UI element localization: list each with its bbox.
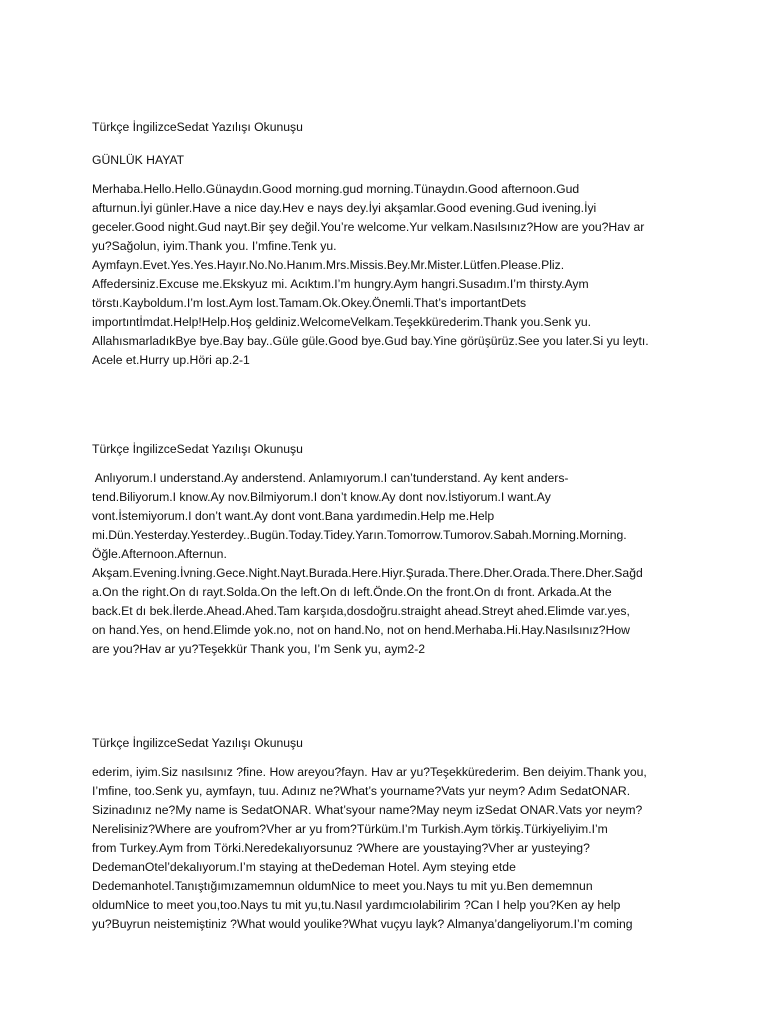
text-line: törstı.Kayboldum.I’m lost.Aym lost.Tamam.Ok.Okey.Önemli.That’s importantDets <box>92 296 527 310</box>
text-line: on hand.Yes, on hend.Elimde yok.no, not on hand.No, not on hend.Merhaba.Hi.Hay.Nasılsınız?How <box>92 623 630 637</box>
section-1 <box>92 119 680 370</box>
text-line: afturnun.İyi günler.Have a nice day.Hev e nays dey.İyi akşamlar.Good evening.Gud ivening.İyi <box>92 201 597 215</box>
text-line: importıntİmdat.Help!Help.Hoş geldiniz.WelcomeVelkam.Teşekkürederim.Thank you.Senk yu. <box>92 315 592 329</box>
text-line: Akşam.Evening.İvning.Gece.Night.Nayt.Burada.Here.Hiyr.Şurada.There.Dher.Orada.There.Dher.Sağd <box>92 566 643 580</box>
text-line: yu?Sağolun, iyim.Thank you. I’mfine.Tenk yu. <box>92 239 337 253</box>
section-subheading: GÜNLÜK HAYAT <box>92 153 185 167</box>
section-body <box>92 469 680 659</box>
text-line: I’mfine, too.Senk yu, aymfayn, tuu. Adınız ne?What’s yourname?Vats yur neym? Adım SedatONAR. <box>92 784 631 798</box>
text-line: Öğle.Afternoon.Afternun. <box>92 547 227 561</box>
text-line: DedemanOtel’dekalıyorum.I’m staying at theDedeman Hotel. Aym steying etde <box>92 860 516 874</box>
text-line: Aymfayn.Evet.Yes.Yes.Hayır.No.No.Hanım.Mrs.Missis.Bey.Mr.Mister.Lütfen.Please.Pliz. <box>92 258 565 272</box>
text-line: Sizinadınız ne?My name is SedatONAR. What’syour name?May neym izSedat ONAR.Vats yor neym? <box>92 803 643 817</box>
text-line: vont.İstemiyorum.I don’t want.Ay dont vont.Bana yardımedin.Help me.Help <box>92 509 495 523</box>
text-line: Nerelisiniz?Where are youfrom?Vher ar yu from?Türküm.I’m Turkish.Aym törkiş.Türkiyeliyim.I’m <box>92 822 608 836</box>
text-line: Merhaba.Hello.Hello.Günaydın.Good morning.gud morning.Tünaydın.Good afternoon.Gud <box>92 182 580 196</box>
text-line: are you?Hav ar yu?Teşekkür Thank you, I’m Senk yu, aym2-2 <box>92 642 426 656</box>
section-3 <box>92 735 680 934</box>
text-line: oldumNice to meet you,too.Nays tu mit yu,tu.Nasıl yardımcıolabilirim ?Can I help you?Ken ay help <box>92 898 621 912</box>
text-line: tend.Biliyorum.I know.Ay nov.Bilmiyorum.I don’t know.Ay dont nov.İstiyorum.I want.Ay <box>92 490 551 504</box>
section-header: Türkçe İngilizceSedat Yazılışı Okunuşu <box>92 736 303 750</box>
text-line: Acele et.Hurry up.Höri ap.2-1 <box>92 353 250 367</box>
text-line: Affedersiniz.Excuse me.Ekskyuz mi. Acıktım.I’m hungry.Aym hangri.Susadım.I’m thirsty.Aym <box>92 277 589 291</box>
text-line: geceler.Good night.Gud nayt.Bir şey değil.You’re welcome.Yur velkam.Nasılsınız?How are you?Hav ar <box>92 220 645 234</box>
text-line: Dedemanhotel.Tanıştığımızamemnun oldumNice to meet you.Nays tu mit yu.Ben dememnun <box>92 879 593 893</box>
text-line: Anlıyorum.I understand.Ay anderstend. Anlamıyorum.I can’tunderstand. Ay kent anders- <box>92 471 569 485</box>
section-header: Türkçe İngilizceSedat Yazılışı Okunuşu <box>92 442 303 456</box>
text-line: AllahısmarladıkBye bye.Bay bay..Güle güle.Good bye.Gud bay.Yine görüşürüz.See you later.Si yu leytı. <box>92 334 649 348</box>
section-body <box>92 763 680 934</box>
section-2 <box>92 441 680 659</box>
text-line: from Turkey.Aym from Törki.Neredekalıyorsunuz ?Where are youstaying?Vher ar yusteying? <box>92 841 590 855</box>
text-line: a.On the right.On dı rayt.Solda.On the left.On dı left.Önde.On the front.On dı front. Arkada.At the <box>92 585 612 599</box>
text-line: back.Et dı bek.İlerde.Ahead.Ahed.Tam karşıda,dosdoğru.straight ahead.Streyt ahed.Elimde var.yes, <box>92 604 630 618</box>
section-body <box>92 180 680 370</box>
text-line: mi.Dün.Yesterday.Yesterdey..Bugün.Today.Tidey.Yarın.Tomorrow.Tumorov.Sabah.Morning.Morning. <box>92 528 627 542</box>
text-line: ederim, iyim.Siz nasılsınız ?fine. How areyou?fayn. Hav ar yu?Teşekkürederim. Ben deiyim.Thank you, <box>92 765 647 779</box>
section-header: Türkçe İngilizceSedat Yazılışı Okunuşu <box>92 120 303 134</box>
text-line: yu?Buyrun neistemiştiniz ?What would youlike?What vuçyu layk? Almanya’dangeliyorum.I’m coming <box>92 917 633 931</box>
